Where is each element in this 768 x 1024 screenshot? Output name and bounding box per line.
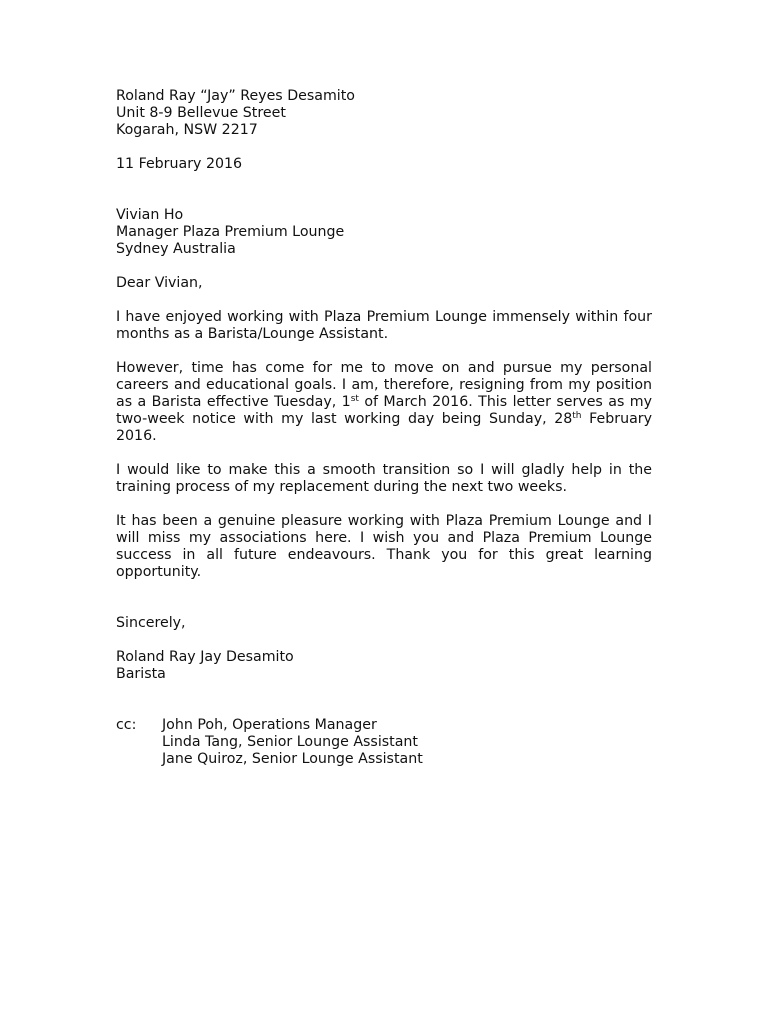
- closing-block: [116, 615, 652, 632]
- cc-block: [116, 717, 652, 768]
- cc-recipient: Linda Tang, Senior Lounge Assistant: [162, 734, 418, 750]
- letter-date-block: [116, 156, 652, 173]
- recipient-location: Sydney Australia: [116, 241, 236, 257]
- cc-recipient: John Poh, Operations Manager: [162, 717, 377, 733]
- paragraph-2: [116, 360, 652, 445]
- sender-address-line1: Unit 8-9 Bellevue Street: [116, 105, 286, 121]
- letter-date: 11 February 2016: [116, 156, 243, 172]
- sender-name: Roland Ray “Jay” Reyes Desamito: [116, 88, 355, 104]
- paragraph-2-sup2: th: [572, 411, 582, 421]
- paragraph-1: I have enjoyed working with Plaza Premium Lounge immensely within four months as a Barista/Lounge Assistant.: [116, 309, 652, 342]
- salutation: Dear Vivian,: [116, 275, 203, 291]
- recipient-address: [116, 207, 652, 258]
- signature-block: [116, 649, 652, 683]
- paragraph-2-part1: However, time has come for me to move on and pursue my personal careers and educational goals. I am, therefore, resigning from my position as a Barista effective Tuesday, 1: [116, 360, 652, 410]
- paragraph-4: It has been a genuine pleasure working with Plaza Premium Lounge and I will miss my associations here. I wish you and Plaza Premium Lounge success in all future endeavours. Thank you for this great learning opportunity.: [116, 513, 652, 580]
- signature-title: Barista: [116, 666, 166, 682]
- letter-page: [116, 88, 652, 768]
- sender-address: [116, 88, 652, 139]
- cc-label: cc:: [116, 717, 137, 733]
- salutation-block: [116, 275, 652, 292]
- paragraph-2-sup1: st: [350, 394, 359, 404]
- paragraph-3: I would like to make this a smooth transition so I will gladly help in the training process of my replacement during the next two weeks.: [116, 462, 652, 495]
- recipient-title: Manager Plaza Premium Lounge: [116, 224, 345, 240]
- cc-recipient: Jane Quiroz, Senior Lounge Assistant: [162, 751, 423, 767]
- signature-name: Roland Ray Jay Desamito: [116, 649, 294, 665]
- cc-recipients: [162, 717, 652, 768]
- recipient-name: Vivian Ho: [116, 207, 184, 223]
- sender-address-line2: Kogarah, NSW 2217: [116, 122, 258, 138]
- closing: Sincerely,: [116, 615, 186, 631]
- paragraph-2-part3: February 2016.: [116, 411, 652, 444]
- paragraph-2-part2: of March 2016. This letter serves as my two-week notice with my last working day being Sunday, 28: [116, 394, 652, 427]
